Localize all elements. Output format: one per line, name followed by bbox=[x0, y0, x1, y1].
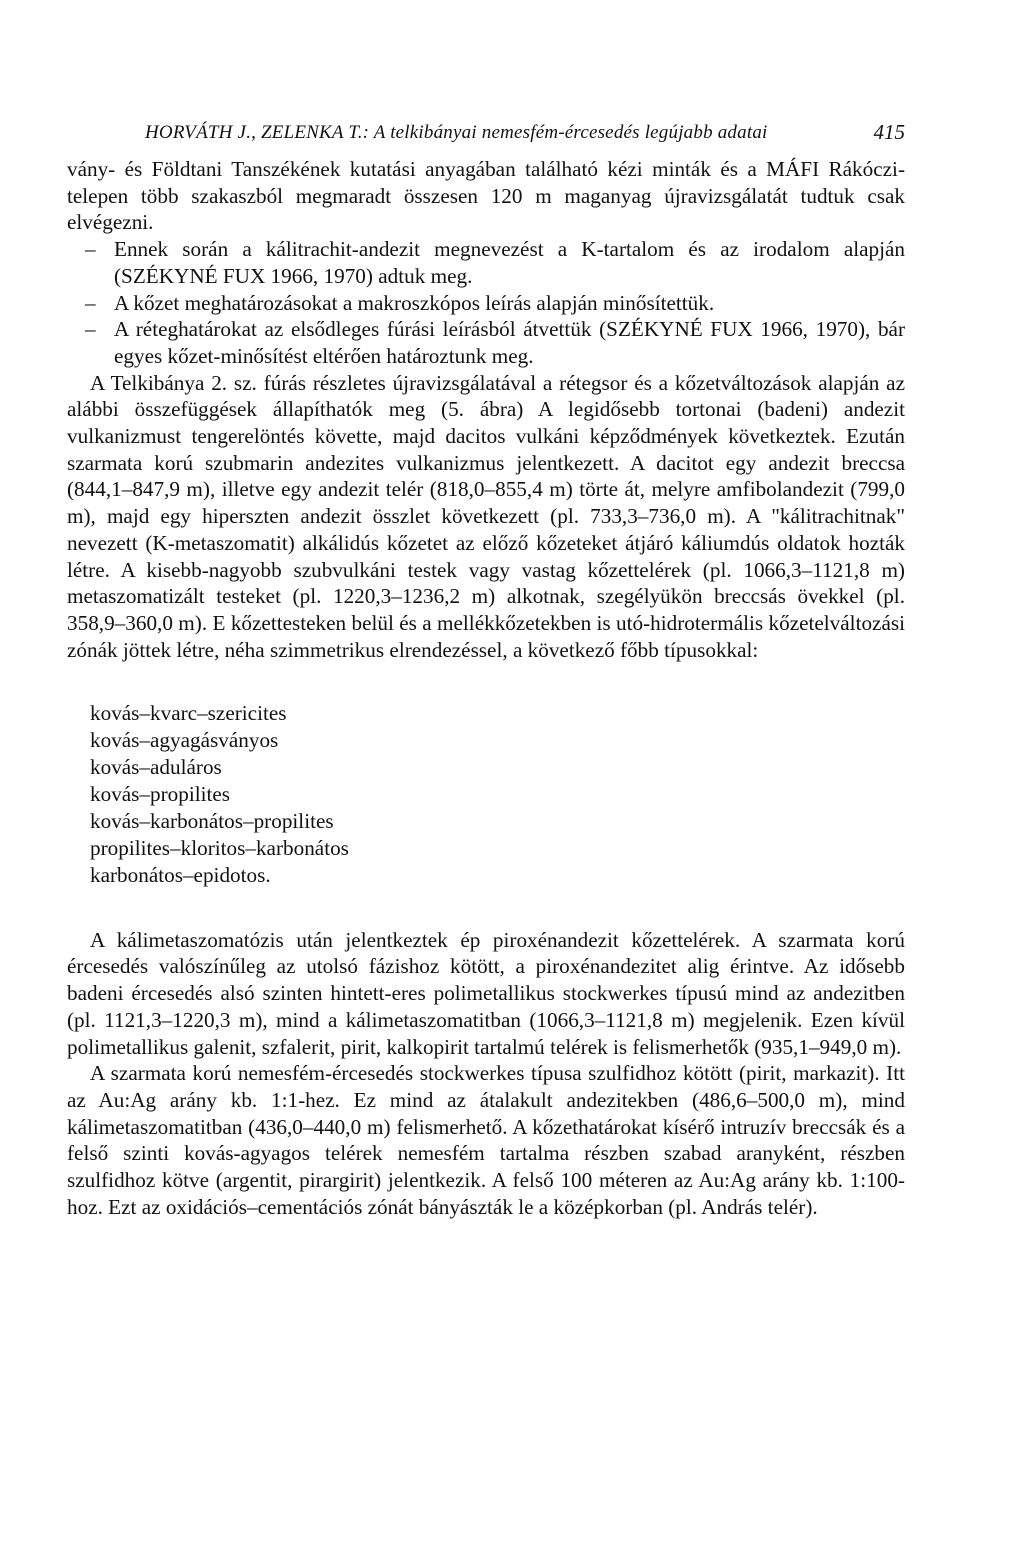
dash-item-text: A réteghatárokat az elsődleges fúrási leírásból átvettük (SZÉKYNÉ FUX 1966, 1970), bár egyes kőzet-minősítést eltérően határoztunk meg. bbox=[114, 317, 905, 368]
page-header bbox=[67, 116, 905, 156]
alteration-type: kovás–karbonátos–propilites bbox=[90, 808, 334, 833]
running-head: HORVÁTH J., ZELENKA T.: A telkibányai nemesfém-ércesedés legújabb adatai bbox=[145, 122, 768, 143]
alteration-type: kovás–propilites bbox=[90, 782, 231, 807]
alteration-type: kovás–agyagásványos bbox=[90, 728, 279, 753]
article-body bbox=[67, 156, 905, 1220]
dash-item-text: Ennek során a kálitrachit-andezit megnevezést a K-tartalom és az irodalom alapján (SZÉKYNÉ FUX 1966, 1970) adtuk meg. bbox=[114, 237, 905, 288]
dash-bullet: – bbox=[85, 317, 96, 342]
dash-bullet: – bbox=[85, 290, 96, 315]
dash-bullet: – bbox=[85, 237, 96, 262]
paragraph-borehole: A Telkibánya 2. sz. fúrás részletes újravizsgálatával a rétegsor és a kőzetváltozások alapján az alábbi összefüggések állapíthatók meg (5. ábra) A legidősebb tortonai (badeni) andezit vulkanizmust tengerelöntés követte, majd dacitos vulkáni képződmények következtek. Ezután szarmata korú szubmarin andezites vulkanizmus jelentkezett. A dacitot egy andezit breccsa (844,1–847,9 m), illetve egy andezit telér (818,0–855,4 m) törte át, melyre amfibolandezit (799,0 m), majd egy hiperszten andezit összlet következett (pl. 733,3–736,0 m). A "kálitrachitnak" nevezett (K-metaszomatit) alkálidús kőzetet az előző kőzeteket átjáró káliumdús oldatok hozták létre. A kisebb-nagyobb szubvulkáni testek vagy vastag kőzettelérek (pl. 1066,3–1121,8 m) metaszomatizált testeket (pl. 1220,3–1236,2 m) alkotnak, szegélyükön breccsás övekkel (pl. 358,9–360,0 m). E kőzettesteken belül és a mellékkőzetekben is utó-hidrotermális kőzetelváltozási zónák jöttek létre, néha szimmetrikus elrendezéssel, a következő főbb típusokkal: bbox=[67, 370, 905, 662]
paragraph-metasomatosis: A kálimetaszomatózis után jelentkeztek ép piroxénandezit kőzettelérek. A szarmata korú ércesedés valószínűleg az utolsó fázishoz kötött, a piroxénandezitet alig érintve. Az idősebb badeni ércesedés alsó szinten hintett-eres polimetallikus stockwerkes típusú mind az andezitben (pl. 1121,3–1220,3 m), mind a kálimetaszomatitban (1066,3–1121,8 m) megjelenik. Ezen kívül polimetallikus galenit, szfalerit, pirit, kalkopirit tartalmú telérek is felismerhetők (935,1–949,0 m). bbox=[67, 927, 905, 1059]
alteration-type: kovás–aduláros bbox=[90, 755, 222, 780]
dash-list-item bbox=[67, 290, 905, 317]
paragraph-intro: vány- és Földtani Tanszékének kutatási anyagában található kézi minták és a MÁFI Rákóczi-telepen több szakaszból megmaradt összesen 120 m maganyag újravizsgálatát tudtuk csak elvégezni. bbox=[67, 157, 905, 235]
alteration-types-list bbox=[90, 700, 905, 888]
alteration-type: karbonátos–epidotos. bbox=[90, 862, 271, 887]
page-number: 415 bbox=[873, 120, 905, 144]
page bbox=[67, 116, 905, 1220]
dash-list-item bbox=[67, 316, 905, 369]
dash-list-item bbox=[67, 236, 905, 289]
alteration-type: kovás–kvarc–szericites bbox=[90, 701, 287, 726]
paragraph-precious-metal: A szarmata korú nemesfém-ércesedés stockwerkes típusa szulfidhoz kötött (pirit, markazit). Itt az Au:Ag arány kb. 1:1-hez. Ez mind az átalakult andezitekben (486,6–500,0 m), mind kálimetaszomatitban (436,0–440,0 m) felismerhető. A kőzethatárokat kísérő intruzív breccsák és a felső szinti kovás-agyagos telérek nemesfém tartalma részben szabad aranyként, részben szulfidhoz kötve (argentit, pirargirit) jelentkezik. A felső 100 méteren az Au:Ag arány kb. 1:100-hoz. Ezt az oxidációs–cementációs zónát bányászták le a középkorban (pl. András telér). bbox=[67, 1061, 905, 1219]
dash-item-text: A kőzet meghatározásokat a makroszkópos leírás alapján minősítettük. bbox=[114, 290, 715, 315]
alteration-type: propilites–kloritos–karbonátos bbox=[90, 835, 349, 860]
